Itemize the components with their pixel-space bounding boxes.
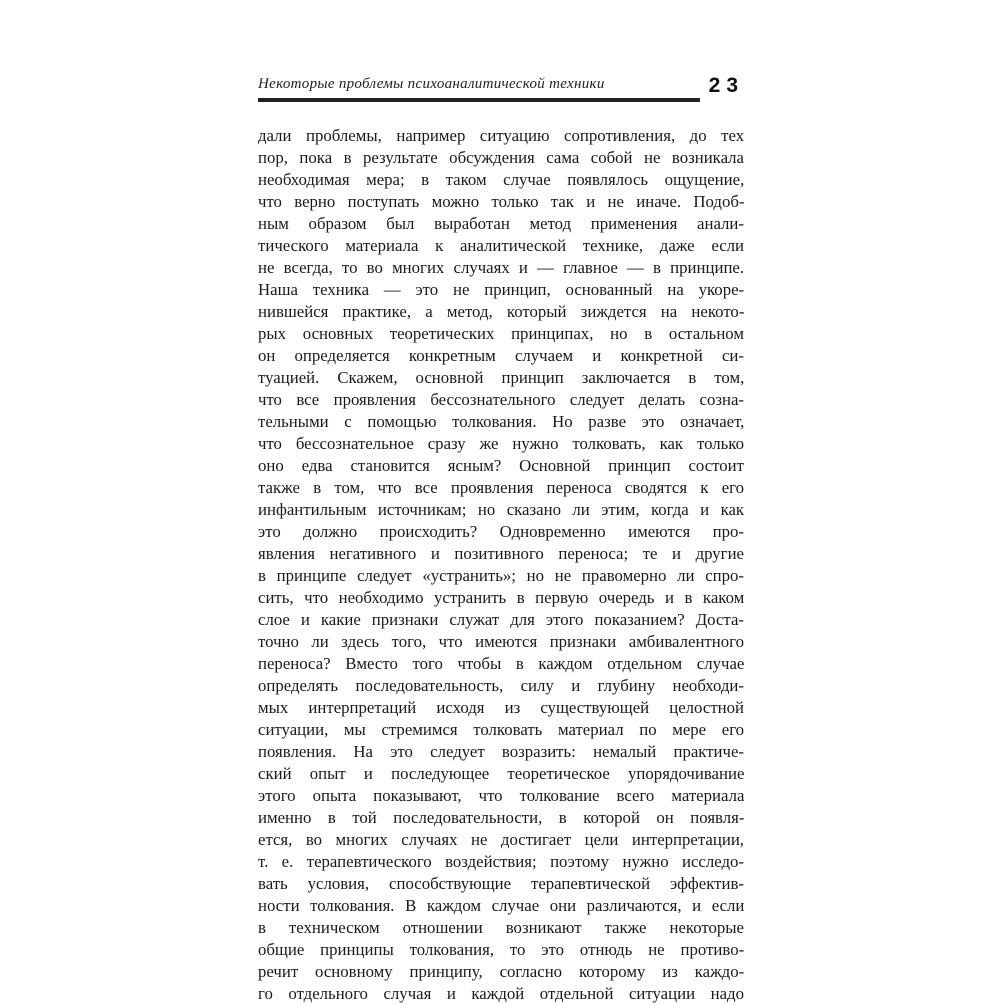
text-line: в техническом отношении возникают также некоторые xyxy=(258,918,744,937)
text-line: слое и какие признаки служат для этого показанием? Доста- xyxy=(258,610,744,629)
text-line: в принципе следует «устранить»; но не правомерно ли спро- xyxy=(258,566,744,585)
page-number: 23 xyxy=(708,74,744,97)
text-line: туацией. Скажем, основной принцип заключается в том, xyxy=(258,368,744,387)
text-line: вать условия, способствующие терапевтической эффектив- xyxy=(258,874,744,893)
text-line: Наша техника — это не принцип, основанный на укоре- xyxy=(258,280,744,299)
text-line: явления негативного и позитивного переноса; те и другие xyxy=(258,544,744,563)
text-line: мых интерпретаций исходя из существующей целостной xyxy=(258,698,744,717)
text-line: это должно происходить? Одновременно имеются про- xyxy=(258,522,744,541)
text-line: тельными с помощью толкования. Но разве это означает, xyxy=(258,412,744,431)
text-line: ский опыт и последующее теоретическое упорядочивание xyxy=(258,764,744,783)
text-line: инфантильным источникам; но сказано ли этим, когда и как xyxy=(258,500,744,519)
text-line: переноса? Вместо того чтобы в каждом отдельном случае xyxy=(258,654,744,673)
text-line: нившейся практике, а метод, который зиждется на некото- xyxy=(258,302,744,321)
header-rule xyxy=(258,98,700,102)
text-line: определять последовательность, силу и глубину необходи- xyxy=(258,676,744,695)
text-line: пор, пока в результате обсуждения сама собой не возникала xyxy=(258,148,744,167)
text-line: необходимая мера; в таком случае появлялось ощущение, xyxy=(258,170,744,189)
body-text xyxy=(258,125,744,1005)
text-line: что бессознательное сразу же нужно толковать, как только xyxy=(258,434,744,453)
text-line: тического материала к аналитической технике, даже если xyxy=(258,236,744,255)
text-line: также в том, что все проявления переноса сводятся к его xyxy=(258,478,744,497)
text-line: появления. На это следует возразить: немалый практиче- xyxy=(258,742,744,761)
text-line: общие принципы толкования, то это отнюдь не противо- xyxy=(258,940,744,959)
text-line: ситуации, мы стремимся толковать материал по мере его xyxy=(258,720,744,739)
text-line: речит основному принципу, согласно которому из каждо- xyxy=(258,962,744,981)
text-line: т. е. терапевтического воздействия; поэтому нужно исследо- xyxy=(258,852,744,871)
text-line: сить, что необходимо устранить в первую очередь и в каком xyxy=(258,588,744,607)
running-header xyxy=(258,76,744,106)
text-line: го отдельного случая и каждой отдельной ситуации надо xyxy=(258,984,744,1003)
text-line: оно едва становится ясным? Основной принцип состоит xyxy=(258,456,744,475)
text-line: ется, во многих случаях не достигает цели интерпретации, xyxy=(258,830,744,849)
text-line: точно ли здесь того, что имеются признаки амбивалентного xyxy=(258,632,744,651)
text-line: не всегда, то во многих случаях и — главное — в принципе. xyxy=(258,258,744,277)
text-line: дали проблемы, например ситуацию сопротивления, до тех xyxy=(258,126,744,145)
text-line: этого опыта показывают, что толкование всего материала xyxy=(258,786,744,805)
text-line: рых основных теоретических принципах, но в остальном xyxy=(258,324,744,343)
text-line: что все проявления бессознательного следует делать созна- xyxy=(258,390,744,409)
text-line: именно в той последовательности, в которой он появля- xyxy=(258,808,744,827)
text-line: ным образом был выработан метод применения анали- xyxy=(258,214,744,233)
text-line: что верно поступать можно только так и не иначе. Подоб- xyxy=(258,192,744,211)
text-line: ности толкования. В каждом случае они различаются, и если xyxy=(258,896,744,915)
running-title: Некоторые проблемы психоаналитической техники xyxy=(258,76,605,92)
text-line: он определяется конкретным случаем и конкретной си- xyxy=(258,346,744,365)
